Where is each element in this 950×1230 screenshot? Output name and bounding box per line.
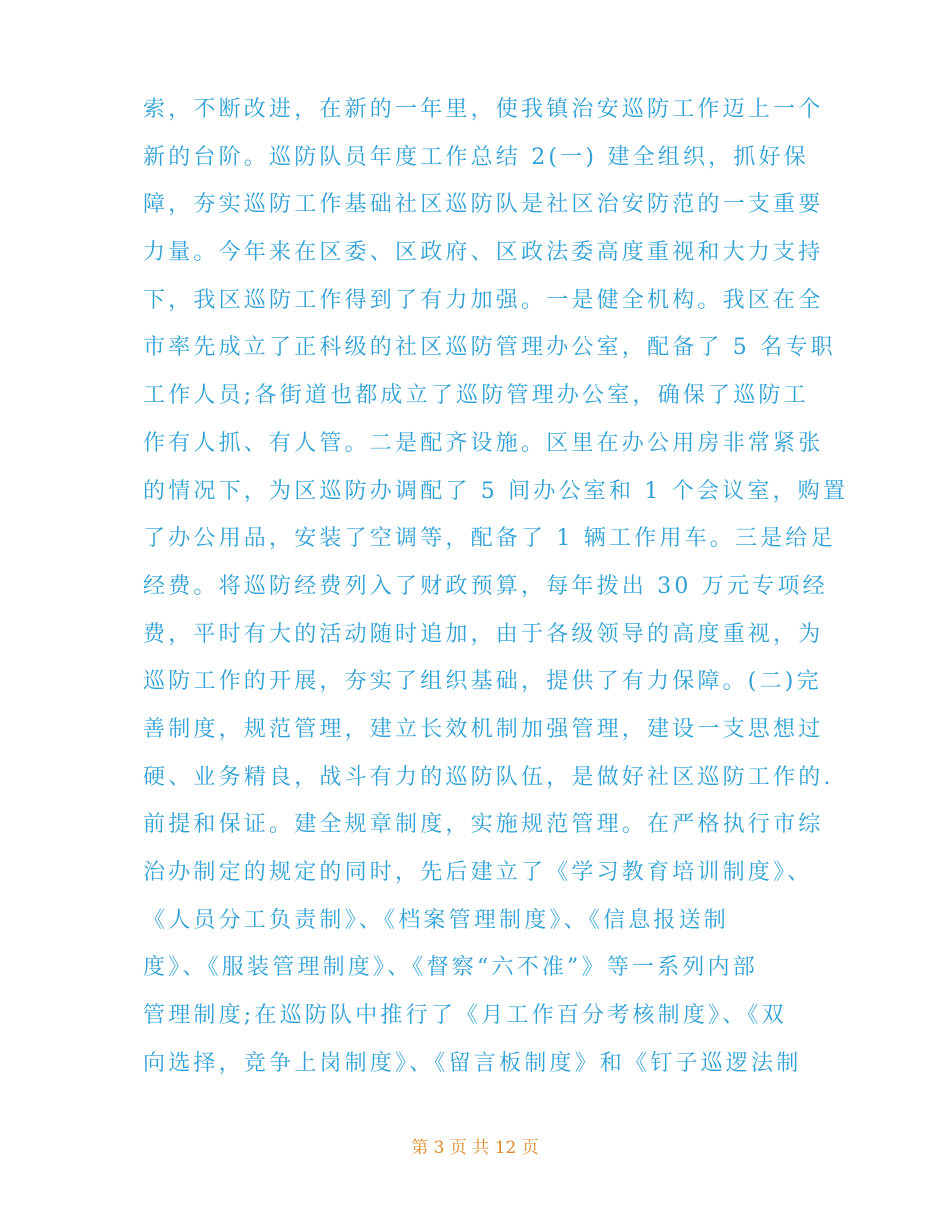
text-line: 向选择，竞争上岗制度》、《留言板制度》和《钉子巡逻法制: [143, 1050, 802, 1076]
text-line: 新的台阶。巡防队员年度工作总结 2(一) 建全组织，抓好保: [143, 144, 809, 170]
text-line: 度》、《服装管理制度》、《督察“六不准”》等一系列内部: [143, 955, 758, 981]
text-line: 硬、业务精良，战斗有力的巡防队伍，是做好社区巡防工作的.: [143, 764, 834, 790]
text-line: 障，夯实巡防工作基础社区巡防队是社区治安防范的一支重要: [143, 192, 824, 218]
text-line: 管理制度;在巡防队中推行了《月工作百分考核制度》、《双: [143, 1003, 787, 1029]
page-number-footer: 第 3 页 共 12 页: [411, 1138, 539, 1158]
text-line: 费，平时有大的活动随时追加，由于各级领导的高度重视，为: [143, 621, 824, 647]
text-line: 的情况下，为区巡防办调配了 5 间办公室和 1 个会议室，购置: [143, 478, 849, 504]
text-line: 下，我区巡防工作得到了有力加强。一是健全机构。我区在全: [143, 287, 824, 313]
body-text: [143, 86, 849, 1087]
text-line: 作有人抓、有人管。二是配齐设施。区里在办公用房非常紧张: [143, 430, 824, 456]
text-line: 经费。将巡防经费列入了财政预算，每年拨出 30 万元专项经: [143, 573, 828, 599]
text-line: 力量。今年来在区委、区政府、区政法委高度重视和大力支持: [143, 240, 824, 266]
text-line: 了办公用品，安装了空调等，配备了 1 辆工作用车。三是给足: [143, 526, 836, 552]
text-line: 工作人员;各街道也都成立了巡防管理办公室，确保了巡防工: [143, 383, 809, 409]
text-line: 治办制定的规定的同时，先后建立了《学习教育培训制度》、: [143, 860, 813, 885]
text-line: 索，不断改进，在新的一年里，使我镇治安巡防工作迈上一个: [143, 97, 824, 122]
text-line: 善制度，规范管理，建立长效机制加强管理，建设一支思想过: [143, 716, 824, 742]
text-line: 前提和保证。建全规章制度，实施规范管理。在严格执行市综: [143, 812, 824, 838]
text-line: 市率先成立了正科级的社区巡防管理办公室，配备了 5 名专职: [143, 335, 836, 361]
text-line: 《人员分工负责制》、《档案管理制度》、《信息报送制: [143, 907, 730, 933]
text-line: 巡防工作的开展，夯实了组织基础，提供了有力保障。(二)完: [143, 669, 822, 695]
